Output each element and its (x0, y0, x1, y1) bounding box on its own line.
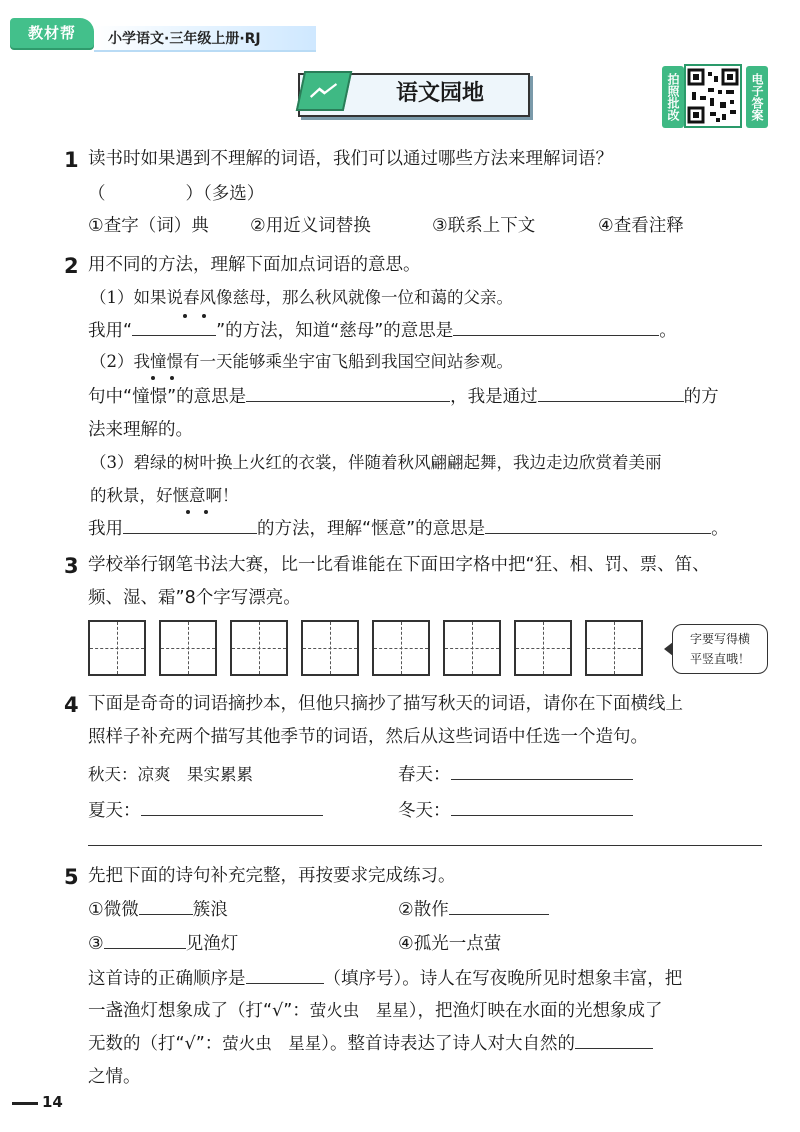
q5-text-1 (88, 966, 682, 992)
question-number: 5 (64, 865, 79, 889)
q1-paren-open: （ (88, 184, 106, 204)
photo-grading-tab[interactable]: 拍照批改 (662, 66, 684, 128)
tianzige-box[interactable] (301, 620, 359, 676)
text: ），把渔灯映在水面的光想象成了 (408, 1001, 663, 1021)
q2-answer-2 (88, 384, 719, 410)
q2-sentence-3: （3）碧绿的树叶换上火红的衣裳，伴随着秋风翩翩起舞，我边走边欣赏着美丽 (90, 453, 662, 472)
text: 我用 (88, 519, 123, 539)
q2-sentence-2: （2）我憧憬有一天能够乘坐宇宙飞船到我国空间站参观。 (90, 352, 513, 371)
q4-spring-row (398, 762, 633, 788)
tianzige-box[interactable] (585, 620, 643, 676)
text: ②散作 (398, 900, 449, 920)
text: 的方 (683, 387, 719, 407)
section-title: 语文园地 (395, 81, 484, 106)
q5-poem-line-4: ④孤光一点萤 (398, 934, 502, 954)
answer-blank[interactable] (132, 318, 216, 336)
q4-prompt: 下面是奇奇的词语摘抄本，但他只摘抄了描写秋天的词语，请你在下面横线上 (88, 694, 683, 714)
page-number: 14 (42, 1093, 63, 1111)
answer-blank[interactable] (449, 897, 549, 915)
tianzige-box[interactable] (372, 620, 430, 676)
q2-prompt: 用不同的方法，理解下面加点词语的意思。 (88, 255, 421, 275)
q5-text-4: 之情。 (88, 1067, 141, 1087)
answer-blank[interactable] (246, 966, 324, 984)
text: ①微微 (88, 900, 139, 920)
sentence-answer-line[interactable] (88, 845, 762, 846)
answer-blank[interactable] (575, 1031, 653, 1049)
q4-winter-row (398, 798, 633, 824)
answer-blank[interactable] (246, 384, 450, 402)
text: 簇浪 (192, 900, 228, 920)
question-number: 3 (64, 554, 79, 578)
text: （填序号）。诗人在写夜晚所见时想象丰富，把 (323, 969, 683, 989)
q4-example-autumn: 秋天：凉爽 果实累累 (88, 765, 253, 784)
text: ）。整首诗表达了诗人对大自然的 (321, 1034, 576, 1054)
q1-prompt: 读书时如果遇到不理解的词语，我们可以通过哪些方法来理解词语？ (88, 149, 613, 169)
q5-text-3 (88, 1031, 653, 1057)
text: ”的方法，知道“慈母”的意思是 (216, 321, 454, 341)
tianzige-box[interactable] (159, 620, 217, 676)
q1-paren-close: ）（多选） (185, 184, 265, 204)
tip-bubble (672, 624, 768, 674)
q5-prompt: 先把下面的诗句补充完整，再按要求完成练习。 (88, 866, 456, 886)
q4-summer-row (88, 798, 323, 824)
text: 。 (659, 321, 677, 341)
answer-blank[interactable] (141, 798, 323, 816)
q1-option: ①查字（词）典 (88, 216, 209, 236)
q3-prompt: 学校举行钢笔书法大赛，比一比看谁能在下面田字格中把“狂、相、罚、票、笛、 (88, 555, 710, 575)
text: 句中“憧憬”的意思是 (88, 387, 247, 407)
text: 我用“ (88, 321, 133, 341)
q2-answer-2-cont: 法来理解的。 (88, 420, 193, 440)
q1-option: ③联系上下文 (432, 216, 536, 236)
question-number: 4 (64, 693, 79, 717)
q2-sentence-3-cont: 的秋景，好惬意啊！ (90, 486, 239, 505)
qr-code-icon[interactable] (684, 64, 742, 128)
question-number: 1 (64, 148, 79, 172)
text: ③ (88, 934, 104, 954)
text: ，我是通过 (450, 387, 538, 407)
q1-answer-row (88, 181, 264, 207)
text: 见渔灯 (185, 934, 239, 954)
answer-blank[interactable] (538, 384, 684, 402)
page-marker (12, 1102, 38, 1105)
q5-poem-line-3 (88, 931, 238, 957)
answer-blank[interactable] (123, 516, 257, 534)
chart-trend-icon (296, 71, 353, 111)
text: 冬天： (398, 801, 451, 821)
choice-options[interactable]: 萤火虫 星星 (309, 1001, 409, 1020)
text: 无数的（打“√”： (88, 1034, 223, 1054)
brand-tab: 教材帮 (10, 18, 94, 48)
choice-options[interactable]: 萤火虫 星星 (222, 1034, 322, 1053)
text: 夏天： (88, 801, 141, 821)
q2-answer-1 (88, 318, 677, 344)
tianzige-box[interactable] (443, 620, 501, 676)
answer-blank[interactable] (139, 897, 193, 915)
answer-blank[interactable] (451, 798, 633, 816)
text: 的方法，理解“惬意”的意思是 (257, 519, 486, 539)
answer-blank[interactable] (104, 931, 186, 949)
tianzige-box[interactable] (230, 620, 288, 676)
q5-poem-line-1 (88, 897, 228, 923)
q5-text-2 (88, 998, 663, 1024)
answer-key-tab[interactable]: 电子答案 (746, 66, 768, 128)
text: 。 (711, 519, 729, 539)
answer-blank[interactable] (485, 516, 711, 534)
q4-prompt-cont: 照样子补充两个描写其他季节的词语，然后从这些词语中任选一个造句。 (88, 727, 648, 747)
tianzige-box[interactable] (88, 620, 146, 676)
text: 这首诗的正确顺序是 (88, 969, 246, 989)
tip-line: 平竖直哦！ (689, 652, 750, 666)
q5-poem-line-2 (398, 897, 549, 923)
q1-option: ②用近义词替换 (250, 216, 371, 236)
q1-option: ④查看注释 (598, 216, 684, 236)
q3-prompt-cont: 频、湿、霜”8个字写漂亮。 (88, 588, 301, 608)
text: 一盏渔灯想象成了（打“√”： (88, 1001, 310, 1021)
question-number: 2 (64, 254, 79, 278)
q2-sentence-1: （1）如果说春风像慈母，那么秋风就像一位和蔼的父亲。 (90, 288, 513, 307)
text: 春天： (398, 765, 451, 785)
tianzige-box[interactable] (514, 620, 572, 676)
answer-blank[interactable] (453, 318, 659, 336)
q2-answer-3 (88, 516, 729, 542)
series-title: 小学语文·三年级上册·RJ (94, 26, 316, 52)
answer-blank[interactable] (451, 762, 633, 780)
tip-line: 字要写得横 (689, 632, 750, 646)
